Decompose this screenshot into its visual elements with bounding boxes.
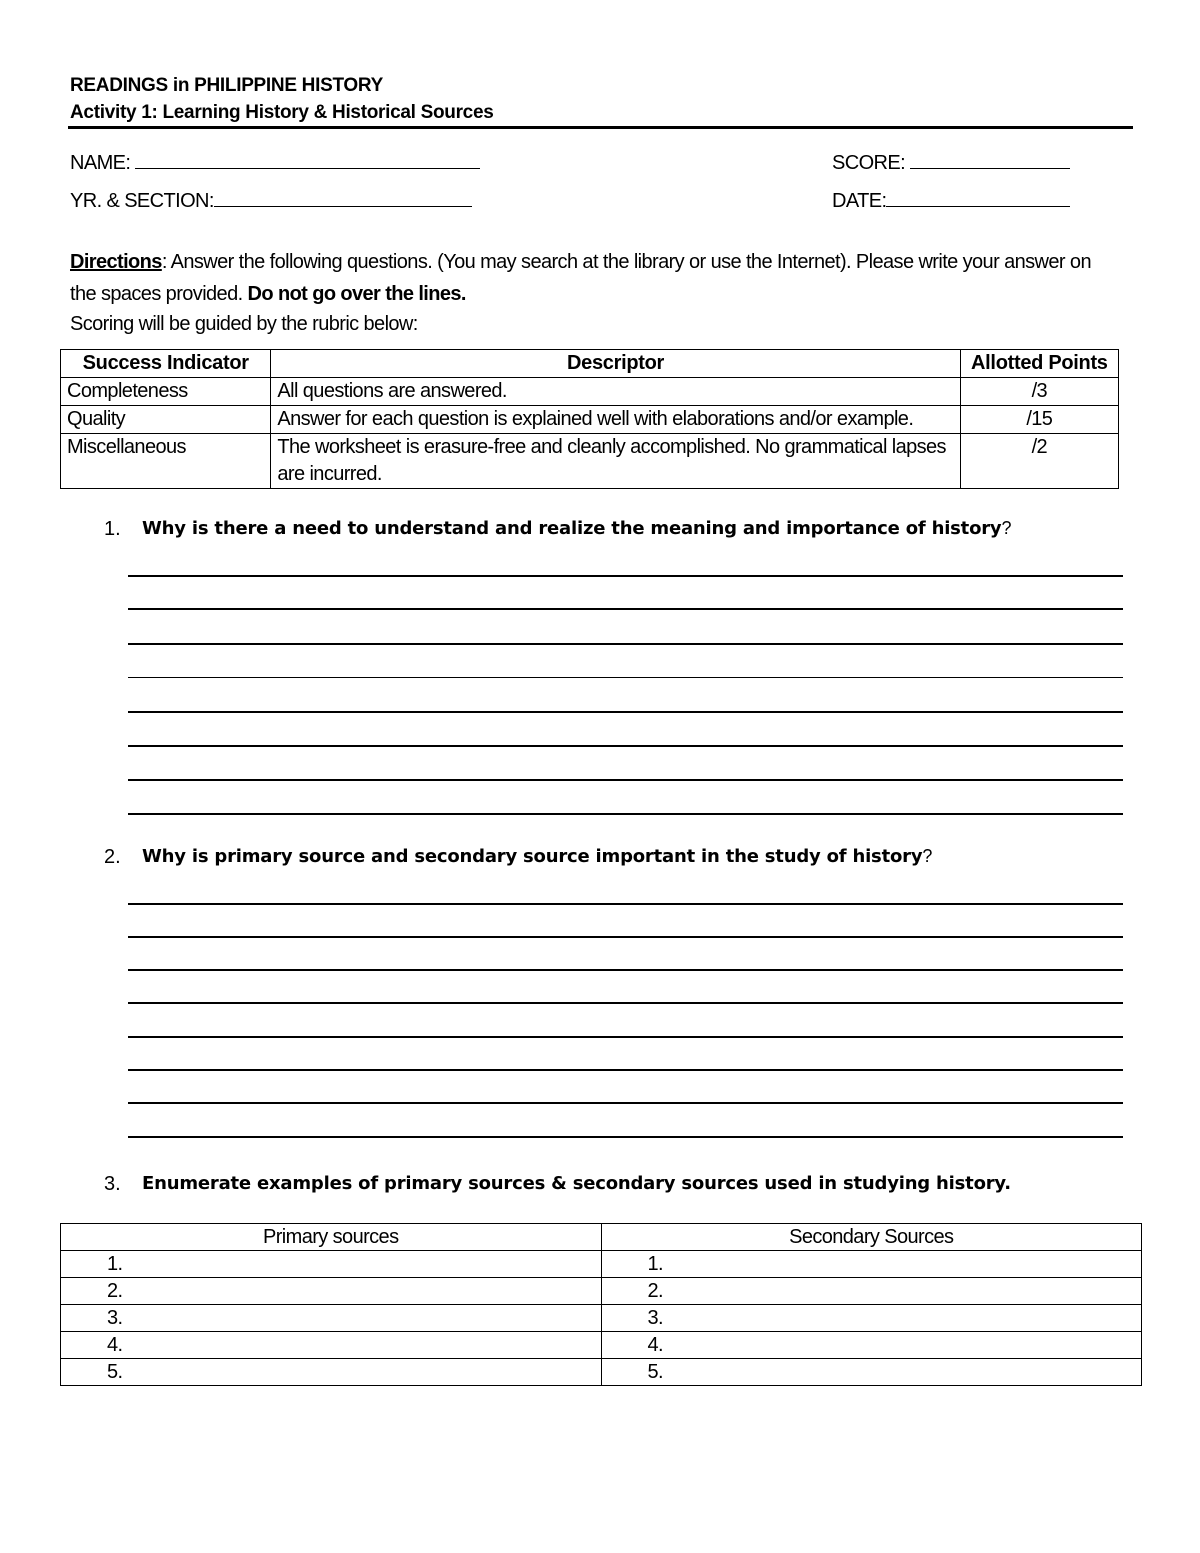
course-title: READINGS in PHILIPPINE HISTORY [70,75,383,96]
secondary-sources-header: Secondary Sources [601,1224,1142,1251]
question-mark: ? [922,846,933,866]
rubric-row [61,378,1119,406]
primary-source-cell[interactable]: 5. [61,1359,602,1386]
answer-line[interactable] [128,745,1123,747]
rubric-indicator: Quality [61,406,271,434]
question-text-main: Why is there a need to understand and realize the meaning and importance of history [142,518,1002,539]
answer-line[interactable] [128,936,1123,938]
section-label: YR. & SECTION: [70,190,214,212]
answer-line[interactable] [128,1102,1123,1104]
question-number: 1. [104,518,121,540]
name-field [70,150,480,175]
answer-line[interactable] [128,711,1123,713]
secondary-source-cell[interactable]: 2. [601,1278,1142,1305]
answer-line[interactable] [128,608,1123,610]
rubric-header-indicator: Success Indicator [61,350,271,378]
rubric-points: /3 [960,378,1118,406]
sources-row [61,1305,1142,1332]
score-label: SCORE: [832,152,906,174]
directions-label: Directions [70,251,162,273]
activity-title: Activity 1: Learning History & Historical Sources [70,102,494,123]
answer-line[interactable] [128,813,1123,815]
secondary-source-cell[interactable]: 5. [601,1359,1142,1386]
primary-source-cell[interactable]: 3. [61,1305,602,1332]
rubric-table [60,349,1119,489]
sources-table [60,1223,1142,1386]
rubric-points: /15 [960,406,1118,434]
score-field [832,150,1070,175]
question-number: 2. [104,846,121,868]
rubric-indicator: Miscellaneous [61,434,271,489]
secondary-source-cell[interactable]: 4. [601,1332,1142,1359]
sources-row [61,1251,1142,1278]
directions-emphasis: Do not go over the lines. [247,283,466,305]
sources-row [61,1332,1142,1359]
question-text [142,846,932,867]
answer-line[interactable] [128,1069,1123,1071]
rubric-row [61,406,1119,434]
answer-line[interactable] [128,575,1123,577]
answer-line[interactable] [128,903,1123,905]
name-label: NAME: [70,152,131,174]
question-number: 3. [104,1173,121,1195]
secondary-source-cell[interactable]: 1. [601,1251,1142,1278]
rubric-header-points: Allotted Points [960,350,1118,378]
score-input-line[interactable] [910,150,1070,169]
rubric-header-descriptor: Descriptor [271,350,960,378]
sources-row [61,1359,1142,1386]
rubric-descriptor: All questions are answered. [271,378,960,406]
primary-source-cell[interactable]: 4. [61,1332,602,1359]
header-rule [68,126,1133,129]
scoring-note: Scoring will be guided by the rubric below: [70,313,418,335]
question-text-main: Why is primary source and secondary source important in the study of history [142,846,923,867]
question-mark: ? [1001,518,1012,538]
directions [70,246,1120,310]
rubric-descriptor: The worksheet is erasure-free and cleanly accomplished. No grammatical lapses are incurred. [271,434,960,489]
section-input-line[interactable] [214,188,472,207]
date-field [832,188,1070,213]
primary-source-cell[interactable]: 1. [61,1251,602,1278]
question-text: Enumerate examples of primary sources & secondary sources used in studying history. [142,1173,1011,1194]
date-label: DATE: [832,190,887,212]
rubric-descriptor: Answer for each question is explained well with elaborations and/or example. [271,406,960,434]
answer-line[interactable] [128,1002,1123,1004]
date-input-line[interactable] [886,188,1070,207]
rubric-row [61,434,1119,489]
answer-line[interactable] [128,969,1123,971]
secondary-source-cell[interactable]: 3. [601,1305,1142,1332]
answer-line[interactable] [128,1136,1123,1138]
question-text [142,518,1011,539]
primary-source-cell[interactable]: 2. [61,1278,602,1305]
primary-sources-header: Primary sources [61,1224,602,1251]
answer-line[interactable] [128,643,1123,645]
rubric-indicator: Completeness [61,378,271,406]
sources-row [61,1278,1142,1305]
directions-text: : Answer the following questions. (You may search at the library or use the Internet). Please write your answer on the spaces provided. [70,251,1091,305]
answer-line[interactable] [128,677,1123,678]
rubric-header-row [61,350,1119,378]
answer-line[interactable] [128,1036,1123,1038]
section-field [70,188,472,213]
sources-header-row [61,1224,1142,1251]
name-input-line[interactable] [135,150,480,169]
rubric-points: /2 [960,434,1118,489]
answer-line[interactable] [128,779,1123,781]
